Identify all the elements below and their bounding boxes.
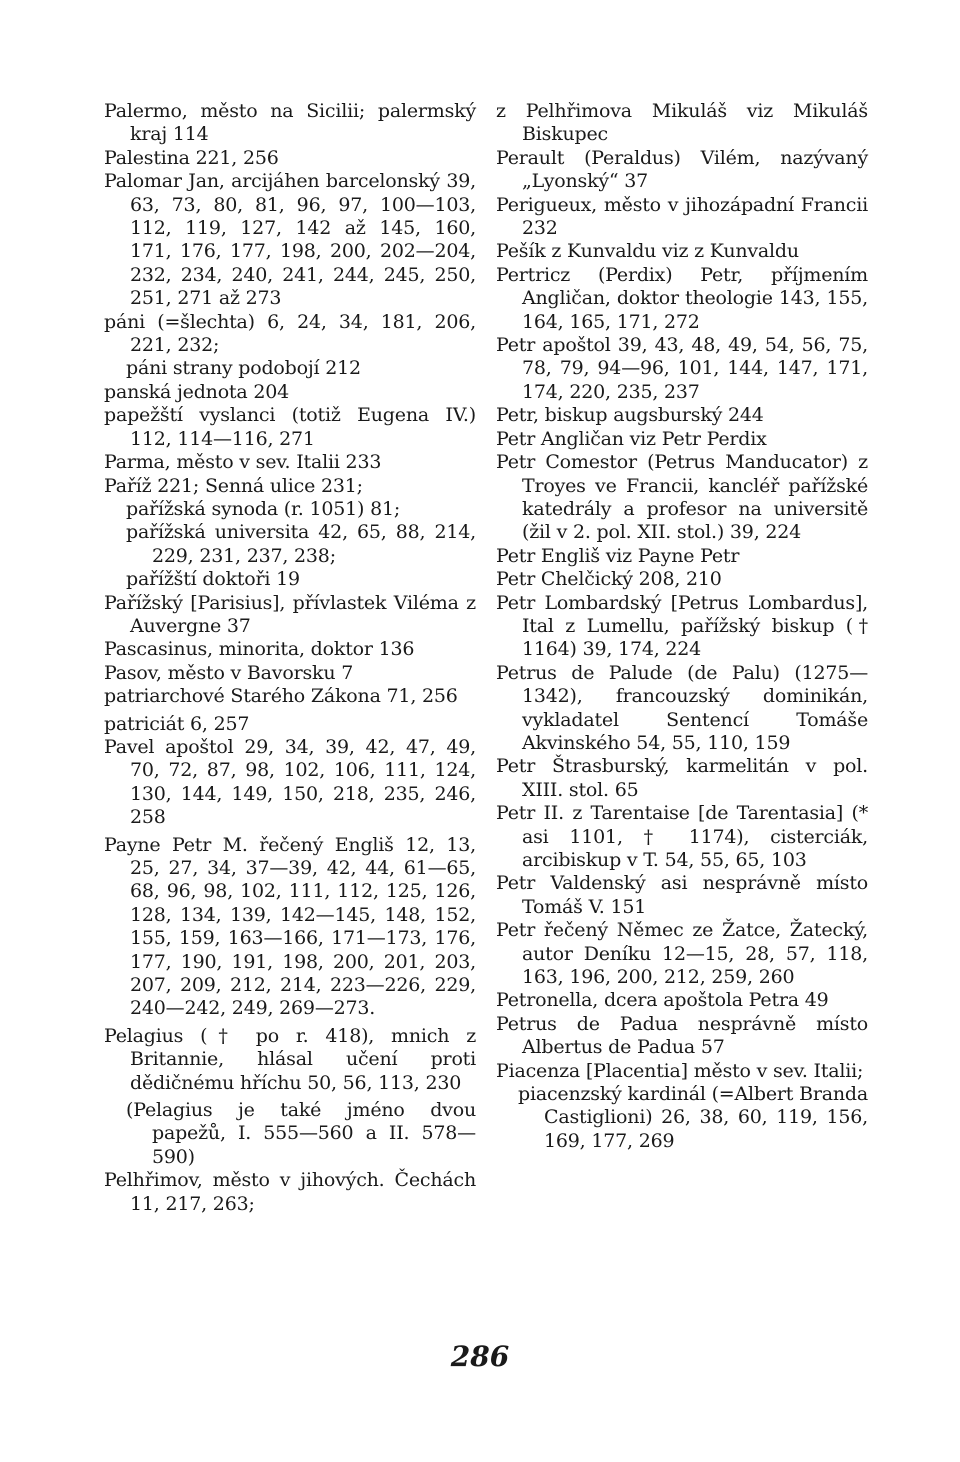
index-entry: Palomar Jan, arcijáhen barcelonský 39, 63, 73, 80, 81, 96, 97, 100—103, 112, 119, 127, 142 až 145, 160, 171, 176, 177, 198, 200, 202—204, 232, 234, 240, 241, 244, 245, 250, 251, 271 až 273: [104, 170, 476, 310]
index-entry: Parma, město v sev. Italii 233: [104, 451, 382, 474]
index-entry: Petr Štrasburský, karmelitán v pol. XIII. stol. 65: [496, 755, 868, 801]
index-entry: Perigueux, město v jihozápadní Francii 232: [496, 193, 868, 240]
left-column: [104, 100, 476, 1216]
index-entry: (Pelagius je také jméno dvou papežů, I. 555—560 a II. 578—590): [126, 1099, 476, 1168]
index-entry: Petr Engliš viz Payne Petr: [496, 544, 740, 567]
index-entry: Petronella, dcera apoštola Petra 49: [496, 989, 829, 1012]
index-entry: z Pelhřimova Mikuláš viz Mikuláš Biskupec: [496, 100, 868, 146]
index-entry: Perault (Peraldus) Vilém, nazývaný „Lyonský“ 37: [496, 146, 868, 193]
index-entry: Pařížský [Parisius], přívlastek Viléma z Auvergne 37: [104, 591, 476, 637]
index-entry: Pavel apoštol 29, 34, 39, 42, 47, 49, 70, 72, 87, 98, 102, 106, 111, 124, 130, 144, 149, 150, 218, 235, 246, 258: [104, 735, 476, 829]
index-entry: Pelagius († po r. 418), mnich z Britannie, hlásal učení proti dědičnému hříchu 50, 56, 113, 230: [104, 1024, 476, 1094]
index-entry: Petr Comestor (Petrus Manducator) z Troyes ve Francii, kancléř pařížské katedrály a profesor na universitě (žil v 2. pol. XII. stol.) 39, 224: [496, 451, 868, 544]
index-entry: páni strany podobojí 212: [126, 357, 361, 380]
index-entry: Petr Lombardský [Petrus Lombardus], Ital z Lumellu, pařížský biskup († 1164) 39, 174, 224: [496, 591, 868, 661]
index-entry: Petr, biskup augsburský 244: [496, 404, 764, 427]
index-entry: Paříž 221; Senná ulice 231;: [104, 474, 363, 497]
index-entry: papežští vyslanci (totiž Eugena IV.) 112, 114—116, 271: [104, 404, 476, 450]
index-entry: Palestina 221, 256: [104, 146, 279, 169]
index-entry: pařížská synoda (r. 1051) 81;: [126, 497, 401, 520]
index-entry: Payne Petr M. řečený Engliš 12, 13, 25, 27, 34, 37—39, 42, 44, 61—65, 68, 96, 98, 102, 111, 112, 125, 126, 128, 134, 139, 142—145, 148, 152, 155, 159, 163—166, 171—173, 176, 177, 190, 191, 198, 200, 201, 203, 207, 209, 212, 214, 223—226, 229, 240—242, 249, 269—273.: [104, 833, 476, 1020]
index-entry: Pertricz (Perdix) Petr, příjmením Angličan, doktor theologie 143, 155, 164, 165, 171, 272: [496, 263, 868, 333]
index-entry: pařížští doktoři 19: [126, 568, 300, 591]
index-entry: panská jednota 204: [104, 380, 289, 403]
index-entry: patriarchové Starého Zákona 71, 256: [104, 685, 458, 708]
index-entry: Pascasinus, minorita, doktor 136: [104, 638, 415, 661]
index-entry: Petrus de Palude (de Palu) (1275—1342), francouzský dominikán, vykladatel Sentencí Tomáše Akvinského 54, 55, 110, 159: [496, 661, 868, 754]
index-entry: Piacenza [Placentia] město v sev. Italii;: [496, 1059, 864, 1082]
index-entry: Petrus de Padua nesprávně místo Albertus de Padua 57: [496, 1012, 868, 1059]
index-entry: Palermo, město na Sicilii; palermský kraj 114: [104, 100, 476, 146]
index-entry: piacenzský kardinál (=Albert Branda Castiglioni) 26, 38, 60, 119, 156, 169, 177, 269: [518, 1083, 868, 1152]
index-entry: Petr apoštol 39, 43, 48, 49, 54, 56, 75, 78, 79, 94—96, 101, 144, 147, 171, 174, 220, 235, 237: [496, 334, 868, 403]
index-entry: páni (=šlechta) 6, 24, 34, 181, 206, 221, 232;: [104, 310, 476, 357]
index-entry: Petr Chelčický 208, 210: [496, 568, 722, 591]
index-entry: Petr Valdenský asi nesprávně místo Tomáš V. 151: [496, 872, 868, 918]
index-entry: Petr II. z Tarentaise [de Tarentasia] (* asi 1101, † 1174), cisterciák, arcibiskup v T. 54, 55, 65, 103: [496, 802, 868, 871]
index-entry: Pelhřimov, město v jihových. Čechách 11, 217, 263;: [104, 1169, 476, 1215]
right-column: [496, 100, 868, 1153]
index-entry: Petr řečený Němec ze Žatce, Žatecký, autor Deníku 12—15, 28, 57, 118, 163, 196, 200, 212, 259, 260: [496, 919, 868, 989]
index-entry: Petr Angličan viz Petr Perdix: [496, 427, 767, 450]
index-entry: Pešík z Kunvaldu viz z Kunvaldu: [496, 240, 799, 263]
index-entry: pařížská universita 42, 65, 88, 214, 229, 231, 237, 238;: [126, 521, 476, 567]
page-number: 286: [450, 1340, 510, 1373]
index-entry: Pasov, město v Bavorsku 7: [104, 661, 354, 684]
index-entry: patriciát 6, 257: [104, 712, 250, 735]
